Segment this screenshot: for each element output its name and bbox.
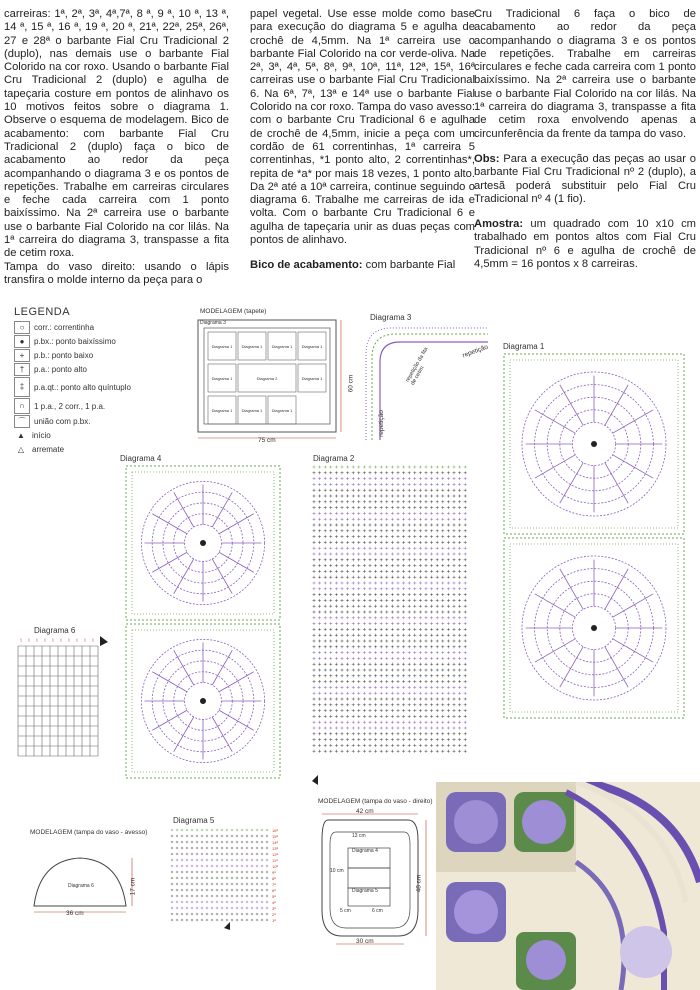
legend-label: p.b.: ponto baixo bbox=[34, 351, 94, 360]
row-number: 12ª bbox=[272, 852, 278, 857]
modelagem-avesso-title: MODELAGEM (tampa do vaso - avesso) bbox=[30, 829, 148, 836]
motif-spoke bbox=[605, 463, 628, 504]
row-number: 6ª bbox=[272, 888, 276, 893]
legend-item bbox=[14, 336, 184, 347]
motif-spoke bbox=[613, 410, 654, 433]
legend-label: início bbox=[32, 431, 51, 440]
motif-spoke bbox=[152, 514, 187, 534]
bico-text: com barbante Fial bbox=[362, 259, 456, 272]
tapete-cell-label: Diagrama 1 bbox=[301, 376, 323, 381]
legend-label: arremate bbox=[32, 445, 65, 454]
modelagem-tapete bbox=[196, 318, 346, 446]
motif-spoke bbox=[219, 552, 254, 572]
motif-spoke bbox=[613, 455, 654, 478]
tapete-width: 75 cm bbox=[258, 437, 276, 444]
direito-small1: 5 cm bbox=[340, 908, 351, 914]
direito-small2: 6 cm bbox=[372, 908, 383, 914]
tapete-cell-label: Diagrama 1 bbox=[301, 344, 323, 349]
direito-d5: Diagrama 5 bbox=[352, 888, 378, 894]
row-number: 16ª bbox=[272, 828, 278, 833]
motif-spoke bbox=[212, 492, 232, 527]
stitch-symbol: ¹ bbox=[76, 639, 78, 645]
paragraph: carreiras: 1ª, 2ª, 3ª, 4ª,7ª, 8 ª, 9 ª, 10 ª, 13 ª, 14 ª, 15 ª, 16 ª, 19 ª, 20 ª, 21ª, 22ª, 25ª, 26ª, 27 e 28ª o barbante Fial Cru Tradicional 2 (duplo), nas demais use o barbante Fial Colorido na cor roxo. Usando o barbante Fial Cru Tradicional 2 (duplo) e agulha de tapeçaria costure em pontos de alinhavo os 10 motivos feitos sobre o diagrama 1. Observe o esquema de modelagem. Bico de acabamento: com barbante Fial Cru Tradicional 2 (duplo) faça o bico de acabamento ao redor da peça acompanhando o diagrama 3 e os pontos de repetições. Trabalhe em carreiras circulares e feche cada carreira com 1 ponto baixíssimo. Na 2ª carreira use o barbante use o barbante Fial Colorido na cor lilás. Na 1ª carreira do diagrama 3, transpasse a fita de cetim roxa. bbox=[4, 8, 229, 260]
direito-inner-top: 13 cm bbox=[352, 833, 366, 839]
stitch-symbol: ¹ bbox=[92, 639, 94, 645]
legend-item bbox=[14, 430, 184, 441]
finish-icon: △ bbox=[17, 445, 25, 454]
stitch-symbol: ¹ bbox=[60, 639, 62, 645]
diagram-1 bbox=[490, 352, 696, 720]
legend-item bbox=[14, 364, 184, 375]
paragraph: papel vegetal. Use esse molde como base para execução do diagrama 5 e agulha de crochê de 4,5mm. Na 1ª carreira use o barbante Fial Colorido na cor verde-oliva. Na 2ª, 3ª, 4ª, 5ª, 8ª, 9ª, 10ª, 11ª, 12ª, 15ª, 16ª carreiras use o barbante Fial Cru Tradicional 6. Na 6ª, 7ª, 13ª e 14ª use o barbante Fial Colorido na cor roxo. Tampa do vaso avesso: com o barbante Cru Tradicional 6 e agulha de crochê de 4,5mm, inicie a peça com um cordão de 61 correntinhas, 1ª carreira 5 correntinhas, *1 ponto alto, 2 correntinhas*, repita de *a* por mais 18 vezes, 1 ponto alto. Da 2ª até a 10ª carreira, continue seguindo o diagrama 6. Trabalhe me carreiras de ida e volta. Com o barbante Cru Tradicional 6 e agulha de tapeçaria unir as duas peças com pontos de alinhavo. bbox=[250, 8, 475, 247]
motif-spoke bbox=[560, 463, 583, 504]
motif-spoke bbox=[219, 672, 254, 692]
avesso-width: 36 cm bbox=[66, 910, 84, 917]
motif-spoke bbox=[174, 559, 194, 594]
direito-d4: Diagrama 4 bbox=[352, 848, 378, 854]
stitch-symbol: ¹ bbox=[52, 639, 54, 645]
text-column-3 bbox=[474, 8, 696, 271]
modelagem-avesso bbox=[26, 840, 136, 920]
motif-center bbox=[591, 441, 597, 447]
motif-center bbox=[591, 625, 597, 631]
legend-item bbox=[14, 322, 184, 333]
obs-label: Obs: bbox=[474, 152, 500, 165]
tapete-cell-label: Diagrama 1 bbox=[271, 408, 293, 413]
legend-title: LEGENDA bbox=[14, 306, 71, 318]
avesso-inner-label: Diagrama 6 bbox=[68, 883, 94, 889]
motif-spoke bbox=[605, 569, 628, 610]
direito-top: 42 cm bbox=[356, 808, 374, 815]
tapete-cell-label: Diagrama 1 bbox=[271, 344, 293, 349]
legend-label: p.a.: ponto alto bbox=[34, 365, 87, 374]
motif-spoke bbox=[174, 492, 194, 527]
tapete-inner-label: Diagrama 3 bbox=[200, 320, 226, 326]
start-marker bbox=[224, 922, 230, 930]
motif-spoke bbox=[535, 594, 576, 617]
legend-label: corr.: correntinha bbox=[34, 323, 95, 332]
stitch-symbol: ¹ bbox=[20, 639, 22, 645]
amostra-paragraph bbox=[474, 218, 696, 271]
diagram-1-label: Diagrama 1 bbox=[503, 342, 545, 351]
row-number: 10ª bbox=[272, 864, 278, 869]
motif-spoke bbox=[535, 410, 576, 433]
start-icon: ▲ bbox=[17, 431, 25, 440]
motif-spoke bbox=[535, 455, 576, 478]
stitch-symbol: ¹ bbox=[28, 639, 30, 645]
v-stitch-icon: ∩ bbox=[14, 398, 30, 414]
motif-spoke bbox=[613, 639, 654, 662]
diagram-6-label: Diagrama 6 bbox=[34, 626, 76, 635]
legend-label: p.a.qt.: ponto alto quíntuplo bbox=[34, 382, 131, 392]
motif-center bbox=[200, 540, 206, 546]
photo-illustration bbox=[436, 782, 700, 990]
row-number: 2ª bbox=[272, 912, 276, 917]
tapete-cell-label: Diagrama 1 bbox=[241, 344, 263, 349]
join-icon: ⌒ bbox=[14, 415, 30, 428]
motif-spoke bbox=[212, 650, 232, 685]
row-number: 13ª bbox=[272, 846, 278, 851]
diagram-2 bbox=[310, 463, 476, 785]
modelagem-tapete-title: MODELAGEM (tapete) bbox=[200, 308, 267, 315]
tapete-height: 60 cm bbox=[347, 374, 355, 393]
paragraph: Tampa do vaso direito: usando o lápis transfira o molde interno da peça para o bbox=[4, 260, 229, 286]
double-crochet-icon: † bbox=[14, 363, 30, 376]
chain-icon: ○ bbox=[14, 321, 30, 334]
direito-height: 48 cm bbox=[415, 874, 423, 893]
motif-spoke bbox=[174, 717, 194, 752]
tapete-cell-label: Diagrama 2 bbox=[256, 376, 278, 381]
motif-spoke bbox=[212, 717, 232, 752]
obs-text: Para a execução das peças ao usar o barbante Fial Cru Tradicional nº 2 (duplo), a artesã poderá substituir pelo Fial Cru Tradicional nº 4 (1 fio). bbox=[474, 152, 696, 205]
stitch-symbol: ¹ bbox=[36, 639, 38, 645]
motif-spoke bbox=[560, 647, 583, 688]
legend-label: união com p.bx. bbox=[34, 417, 91, 426]
motif-spoke bbox=[560, 569, 583, 610]
row-number: 14ª bbox=[272, 840, 278, 845]
text-column-2 bbox=[250, 8, 475, 273]
legend bbox=[14, 306, 184, 458]
diagram-3-label: Diagrama 3 bbox=[370, 313, 412, 322]
legend-item bbox=[14, 378, 184, 396]
modelagem-direito-title: MODELAGEM (tampa do vaso - direito) bbox=[318, 798, 433, 805]
diagram-2-label: Diagrama 2 bbox=[313, 454, 355, 463]
motif-spoke bbox=[219, 514, 254, 534]
slip-stitch-icon: ● bbox=[14, 335, 30, 348]
bico-label: Bico de acabamento: bbox=[250, 259, 363, 272]
row-number: 4ª bbox=[272, 900, 276, 905]
row-number: 15ª bbox=[272, 834, 278, 839]
motif-spoke bbox=[212, 559, 232, 594]
row-number: 3ª bbox=[272, 906, 276, 911]
diagram-5 bbox=[168, 824, 292, 932]
motif-spoke bbox=[152, 552, 187, 572]
motif-spoke bbox=[535, 639, 576, 662]
motif-center bbox=[200, 698, 206, 704]
avesso-height: 17 cm bbox=[129, 877, 137, 896]
product-photo bbox=[436, 782, 700, 990]
legend-item bbox=[14, 350, 184, 361]
motif-spoke bbox=[152, 710, 187, 730]
text-column-1 bbox=[4, 8, 229, 287]
stitch-symbol: ¹ bbox=[44, 639, 46, 645]
legend-label: 1 p.a., 2 corr., 1 p.a. bbox=[34, 401, 106, 411]
motif-spoke bbox=[152, 672, 187, 692]
row-number: 8ª bbox=[272, 876, 276, 881]
direito-bottom: 30 cm bbox=[356, 938, 374, 945]
diagram-5-label: Diagrama 5 bbox=[173, 816, 215, 825]
row-number: 7ª bbox=[272, 882, 276, 887]
row-number: 11ª bbox=[272, 858, 278, 863]
repeticao-label: repetição bbox=[461, 343, 490, 360]
legend-item bbox=[14, 416, 184, 427]
amostra-label: Amostra: bbox=[474, 218, 524, 231]
stitch-symbol: ¹ bbox=[84, 639, 86, 645]
row-number: 1ª bbox=[272, 918, 276, 923]
motif-spoke bbox=[613, 594, 654, 617]
paragraph-bico bbox=[250, 259, 475, 272]
start-marker bbox=[312, 775, 318, 785]
tapete-cell-label: Diagrama 1 bbox=[211, 408, 233, 413]
motif-spoke bbox=[605, 647, 628, 688]
motif-spoke bbox=[605, 385, 628, 426]
repeticao-label-2: repetição bbox=[377, 410, 385, 437]
tapete-cell-label: Diagrama 1 bbox=[241, 408, 263, 413]
amostra-text: um quadrado com 10 x10 cm trabalhado em pontos altos com Fial Cru Tradicional nº 6 e agulha de crochê de 4,5mm = 16 pontos x 8 carreiras. bbox=[474, 218, 696, 271]
start-marker bbox=[100, 636, 108, 646]
tapete-cell-label: Diagrama 1 bbox=[211, 344, 233, 349]
motif-spoke bbox=[174, 650, 194, 685]
motif-spoke bbox=[219, 710, 254, 730]
diagram-4-label: Diagrama 4 bbox=[120, 454, 162, 463]
legend-item bbox=[14, 399, 184, 413]
single-crochet-icon: + bbox=[14, 349, 30, 362]
paragraph: Cru Tradicional 6 faça o bico de acabamento ao redor da peça acompanhando o diagrama 3 e os pontos de repetições. Trabalhe em carreiras circulares e feche cada carreira com 1 ponto baixíssimo. Na 2ª carreira use o barbante use o barbante Fial Colorido na cor lilás. Na 1ª carreira do diagrama 3, transpasse a fita de cetim roxa envolvendo apenas a circunferência da frente da tampa do vaso. bbox=[474, 8, 696, 140]
quintuple-crochet-icon: ‡ bbox=[14, 377, 30, 397]
diagram-6 bbox=[12, 632, 122, 758]
tapete-cell-label: Diagrama 1 bbox=[211, 376, 233, 381]
obs-paragraph bbox=[474, 153, 696, 206]
motif-spoke bbox=[560, 385, 583, 426]
stitch-symbol: ¹ bbox=[68, 639, 70, 645]
direito-inner-side: 10 cm bbox=[330, 868, 344, 874]
row-number: 9ª bbox=[272, 870, 276, 875]
repeticao-fita-label: repetição da fita de cetim bbox=[404, 346, 430, 387]
diagram-4 bbox=[120, 464, 288, 784]
legend-label: p.bx.: ponto baixíssimo bbox=[34, 337, 116, 346]
row-number: 5ª bbox=[272, 894, 276, 899]
